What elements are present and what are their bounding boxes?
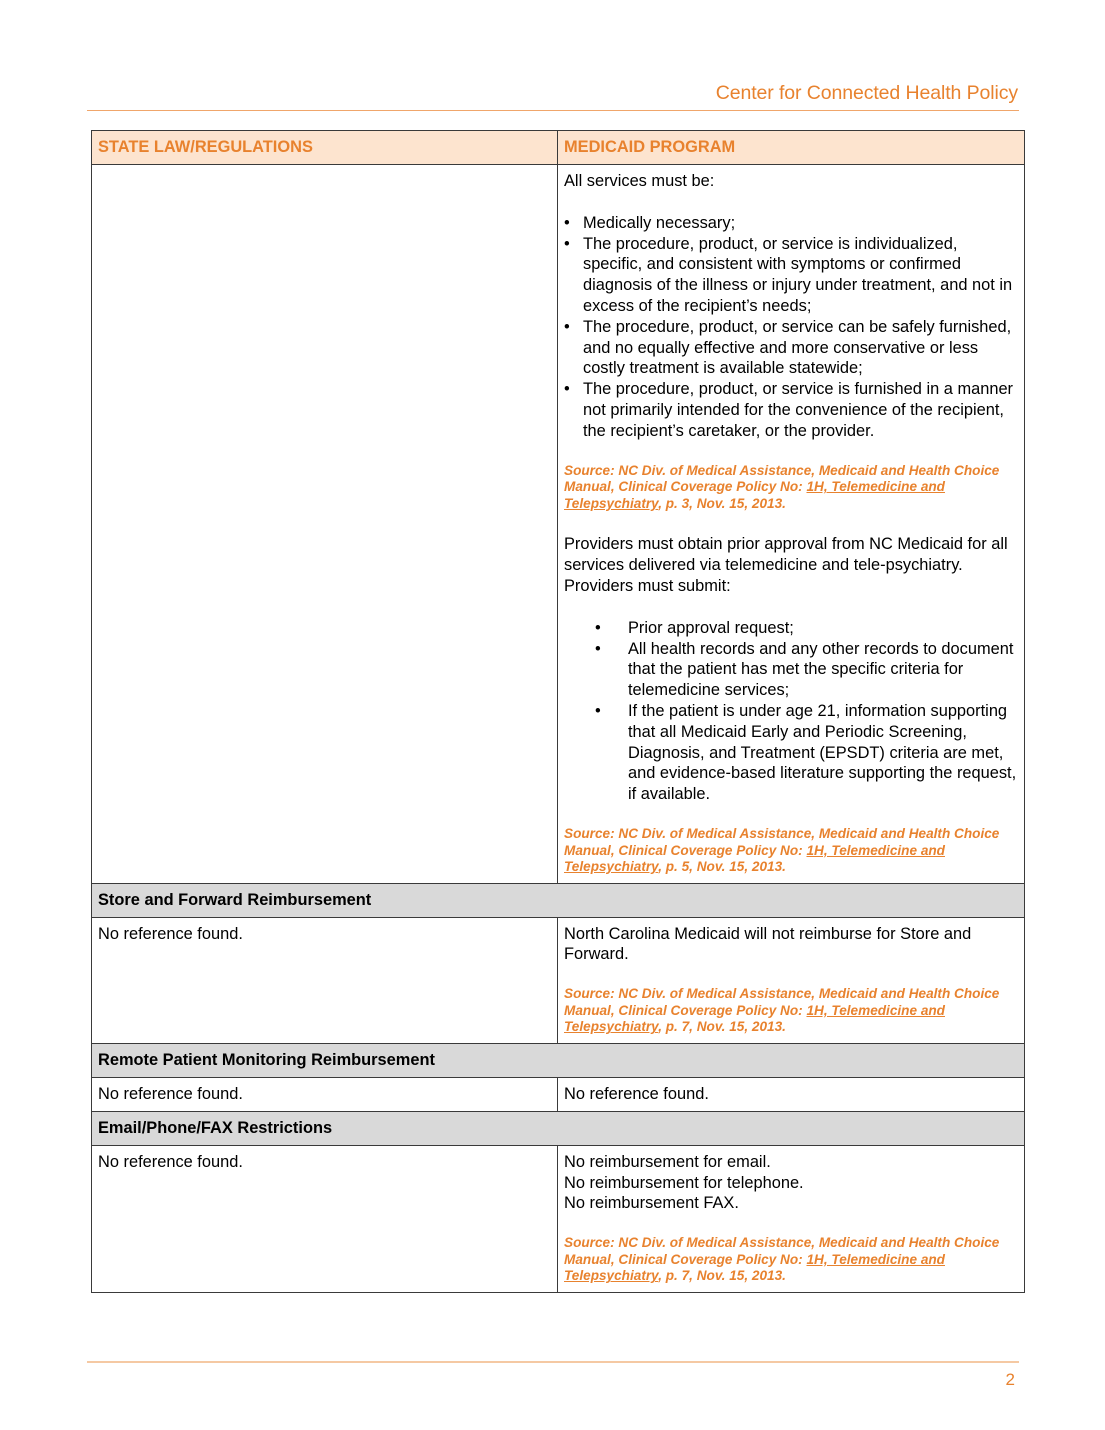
column-header-medicaid: MEDICAID PROGRAM — [558, 131, 1025, 165]
table-header-row — [92, 131, 1025, 165]
prior-approval-intro: Providers must obtain prior approval from NC Medicaid for all services delivered via telemedicine and tele-psychiatry. Providers must submit: — [564, 535, 1008, 595]
medicaid-cell — [558, 1145, 1025, 1292]
list-item: • Medically necessary; — [583, 213, 1018, 234]
list-item: • The procedure, product, or service can be safely furnished, and no equally effective and more conservative or less costly treatment is available statewide; — [583, 317, 1018, 379]
section-header-row — [92, 1111, 1025, 1145]
medicaid-cell — [558, 165, 1025, 884]
source-citation — [564, 463, 1018, 513]
medicaid-text: No reimbursement for telephone. — [564, 1173, 804, 1192]
column-header-state-law: STATE LAW/REGULATIONS — [92, 131, 558, 165]
list-item: • If the patient is under age 21, information supporting that all Medicaid Early and Periodic Screening, Diagnosis, and Treatment (EPSDT) criteria are met, and evidence-based literature supporting the request, if available. — [628, 701, 1018, 805]
source-prefix: Source: NC Div. of Medical Assistance, Medicaid and Health Choice Manual, Clinical Coverage Policy No: — [564, 825, 1000, 858]
section-header-row — [92, 883, 1025, 917]
list-item: • Prior approval request; — [628, 618, 1018, 639]
source-citation — [564, 826, 1018, 876]
state-law-cell — [92, 165, 558, 884]
medicaid-cell — [558, 1078, 1025, 1112]
source-link[interactable]: 1H, Telemedicine and Telepsychiatry — [564, 842, 945, 875]
source-suffix: , p. 7, Nov. 15, 2013. — [658, 1268, 786, 1284]
source-link[interactable]: 1H, Telemedicine and Telepsychiatry — [564, 1002, 945, 1035]
source-prefix: Source: NC Div. of Medical Assistance, Medicaid and Health Choice Manual, Clinical Coverage Policy No: — [564, 462, 1000, 495]
table-row — [92, 1078, 1025, 1112]
state-law-cell: No reference found. — [92, 917, 558, 1043]
source-prefix: Source: NC Div. of Medical Assistance, Medicaid and Health Choice Manual, Clinical Coverage Policy No: — [564, 986, 1000, 1018]
medicaid-text: North Carolina Medicaid will not reimburse for Store and Forward. — [564, 924, 972, 964]
table-row — [92, 1145, 1025, 1292]
source-citation — [564, 986, 1018, 1036]
state-law-cell: No reference found. — [92, 1145, 558, 1292]
source-suffix: , p. 7, Nov. 15, 2013. — [658, 1019, 786, 1035]
criteria-list — [564, 213, 1018, 442]
source-link[interactable]: 1H, Telemedicine and Telepsychiatry — [564, 479, 945, 511]
criteria-intro: All services must be: — [564, 172, 715, 190]
state-law-cell: No reference found. — [92, 1078, 558, 1112]
policy-table — [91, 130, 1025, 1293]
medicaid-text: No reference found. — [564, 1085, 709, 1104]
prior-approval-list — [564, 618, 1018, 805]
footer-divider — [87, 1361, 1019, 1363]
medicaid-text: No reimbursement for email. — [564, 1152, 771, 1171]
section-title: Email/Phone/FAX Restrictions — [92, 1111, 1025, 1145]
medicaid-text: No reimbursement FAX. — [564, 1194, 739, 1213]
medicaid-cell — [558, 917, 1025, 1043]
section-header-row — [92, 1044, 1025, 1078]
list-item: • The procedure, product, or service is individualized, specific, and consistent with symptoms or confirmed diagnosis of the illness or injury under treatment, and not in excess of the recipient’s needs; — [583, 234, 1018, 317]
source-suffix: , p. 5, Nov. 15, 2013. — [658, 859, 786, 875]
source-suffix: , p. 3, Nov. 15, 2013. — [658, 495, 786, 511]
document-header-title: Center for Connected Health Policy — [715, 82, 1018, 104]
table-row — [92, 917, 1025, 1043]
source-link[interactable]: 1H, Telemedicine and Telepsychiatry — [564, 1251, 945, 1284]
section-title: Remote Patient Monitoring Reimbursement — [92, 1044, 1025, 1078]
table-row — [92, 165, 1025, 884]
header-divider — [87, 110, 1019, 111]
page-number: 2 — [1005, 1370, 1015, 1389]
section-title: Store and Forward Reimbursement — [92, 883, 1025, 917]
list-item: • The procedure, product, or service is furnished in a manner not primarily intended for the convenience of the recipient, the recipient’s caretaker, or the provider. — [583, 379, 1018, 441]
list-item: • All health records and any other records to document that the patient has met the specific criteria for telemedicine services; — [628, 639, 1018, 701]
source-citation — [564, 1235, 1018, 1285]
source-prefix: Source: NC Div. of Medical Assistance, Medicaid and Health Choice Manual, Clinical Coverage Policy No: — [564, 1235, 1000, 1267]
